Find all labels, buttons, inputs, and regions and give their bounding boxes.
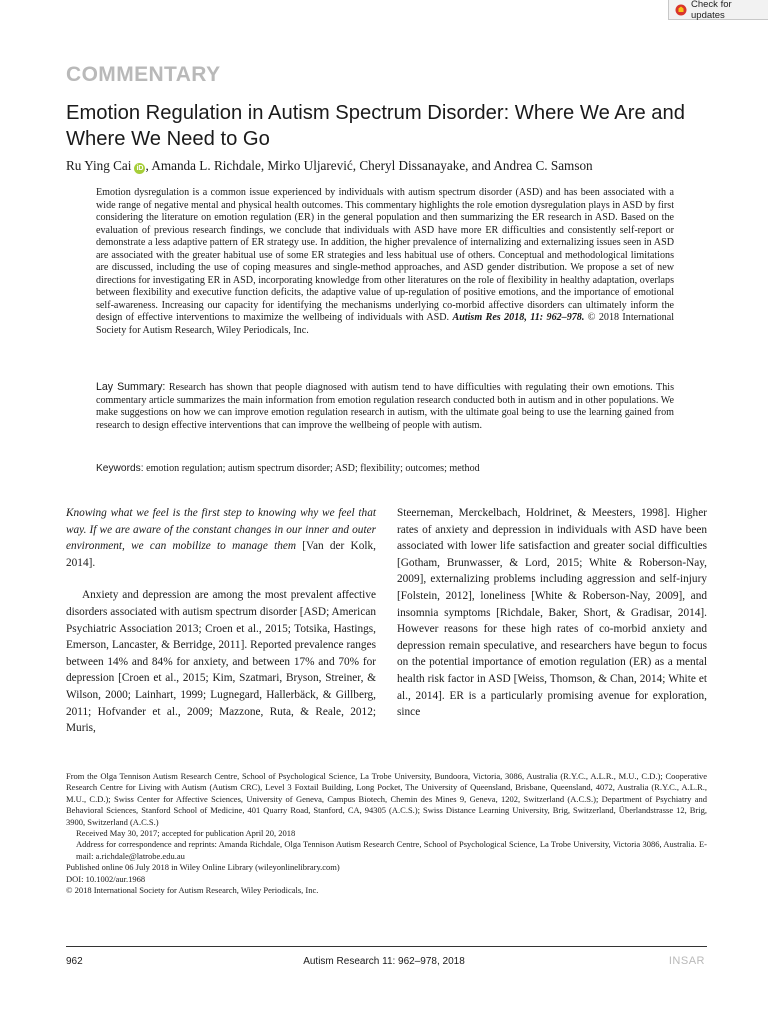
keywords-text: emotion regulation; autism spectrum disorder; ASD; flexibility; outcomes; method (143, 463, 480, 474)
abstract-copyright: © 2018 International Society for Autism Research, Wiley Periodicals, Inc. (96, 312, 674, 337)
article-title: Emotion Regulation in Autism Spectrum Disorder: Where We Are and Where We Need to Go (66, 102, 685, 150)
lay-summary-label: Lay Summary: (96, 381, 166, 393)
doi: DOI: 10.1002/aur.1968 (66, 873, 146, 884)
published-online: Published online 06 July 2018 in Wiley Online Library (wileyonlinelibrary.com) (66, 862, 340, 873)
epigraph-source: [Van der Kolk, 2014]. (66, 540, 376, 569)
check-for-updates-button[interactable] (668, 0, 768, 20)
first-author: Ru Ying Cai (66, 158, 132, 173)
body-paragraph: Anxiety and depression are among the most prevalent affective disorders associated with autism spectrum disorder [ASD; American Psychiatric Association 2013; Croen et al., 2015; Totsika, Hastings, Emerson, Lancaster, & Berridge, 2011]. Reported prevalence ranges between 14% and 84% for anxiety, and between 17% and 70% for depression [Croen et al., 2015; Kim, Szatmari, Bryson, Streiner, & Wilson, 2000; Lainhart, 1999; Lugnegard, Hallerbäck, & Gillberg, 2011; Hofvander et al., 2009; Mazzone, Ruta, & Reale, 2012; Muris, (66, 589, 376, 735)
page-number: 962 (66, 956, 83, 967)
epigraph (66, 505, 376, 571)
footnotes (66, 771, 707, 896)
footer-divider (66, 946, 707, 947)
section-label: COMMENTARY (66, 63, 221, 86)
copyright: © 2018 International Society for Autism Research, Wiley Periodicals, Inc. (66, 885, 319, 896)
lay-summary (96, 381, 674, 432)
abstract-text: Emotion dysregulation is a common issue experienced by individuals with autism spectrum disorder (ASD) and has been associated with a wide range of negative mental and physical health outcomes. This commentary highlights the role emotion dysregulation plays in ASD by first considering the literature on emotion regulation (ER) in the general population and then summarizing the ER research in ASD. Based on the evaluation of previous research findings, we conclude that individuals with ASD have more ER difficulties and consistently self-report or demonstrate a less adaptive pattern of ER strategy use. In addition, the higher prevalence of internalizing and externalizing issues seen in ASD are associated with the greater habitual use of some ER strategies and less habitual use of others. Conceptual and methodological limitations are discussed, including the use of coping measures and single-method approaches, and ASD gender distribution. We propose a set of new directions for investigating ER in ASD, incorporating knowledge from other literatures on the role of flexibility in healthy adaptation, overlaps between flexibility and executive function deficits, the adaptive value of up-regulation of positive emotions, and the importance of emotional self-awareness. Increasing our capacity for identifying the mechanisms underlying co-morbid affective disorders can ultimately inform the design of effective interventions to maximize the wellbeing of individuals with ASD. (96, 187, 674, 324)
journal-info: Autism Research 11: 962–978, 2018 (303, 956, 465, 967)
keywords-label: Keywords: (96, 463, 144, 474)
orcid-icon[interactable]: iD (136, 165, 144, 172)
body-column-left (66, 505, 376, 737)
affiliations: From the Olga Tennison Autism Research Centre, School of Psychological Science, La Trobe University, Bundoora, Victoria, 3086, Australia (R.Y.C., A.L.R., M.U., C.D.); Cooperative Research Centre for Living with Autism (Autism CRC), Level 3 Foxtail Building, Long Pocket, The University of Queensland, Brisbane, Queensland, 4072, Australia (R.Y.C., A.L.R., M.U., C.D.); Swiss Center for Affective Sciences, University of Geneva, Campus Biotech, Chemin des Mines 9, Geneva, 1202, Switzerland (A.C.S.); Department of Psychiatry and Behavioral Sciences, Stanford School of Medicine, 401 Quarry Road, Stanford, CA, 94305 (A.C.S.); Swiss Distance Learning University, Brig, Switzerland, Überlandstrasse 12, Brig, 3900, Switzerland (A.C.S.) (66, 771, 707, 827)
author-list (66, 157, 706, 175)
crossmark-icon (675, 4, 687, 16)
body-column-right (397, 505, 707, 721)
keywords (96, 463, 674, 476)
correspondence: Address for correspondence and reprints: Amanda Richdale, Olga Tennison Autism Research Centre, School of Psychological Science, La Trobe University, Victoria 3086, Australia. E-mail: a.richdale@latrobe.edu.au (76, 839, 707, 861)
abstract-citation: Autism Res 2018, 11: 962–978. (452, 312, 585, 324)
body-paragraph-continued: Steerneman, Merckelbach, Holdrinet, & Meesters, 1998]. Higher rates of anxiety and depression in individuals with ASD have been associated with lower life satisfaction and greater social difficulties [Gotham, Brunwasser, & Lord, 2015; White & Roberson-Nay, 2009], externalizing problems including aggression and self-injury [Folstein, 2012], loneliness [White & Roberson-Nay, 2009], and insomnia symptoms [Richdale, Baker, Short, & Gradisar, 2014]. However reasons for these high rates of co-morbid anxiety and depression remain speculative, and researchers have begun to focus on the potential importance of emotion regulation (ER) as a mental health risk factor in ASD [Weiss, Thomson, & Chan, 2014; White et al., 2014]. ER is a particularly promising avenue for exploration, since (397, 507, 707, 719)
abstract (96, 187, 674, 338)
lay-summary-text: Research has shown that people diagnosed with autism tend to have difficulties with regulating their own emotions. This commentary article summarizes the main information from emotion regulation research conducted both in autism and in other populations. We make suggestions on how we can improve emotion regulation research in autism, with the ultimate goal being to use the learning gained from research to design effective interventions that can improve the wellbeing of people with autism. (96, 382, 675, 431)
epigraph-quote: Knowing what we feel is the first step to knowing why we feel that way. If we are aware of the constant changes in our inner and outer environment, we can mobilize to manage them (66, 507, 376, 553)
other-authors: , Amanda L. Richdale, Mirko Uljarević, Cheryl Dissanayake, and Andrea C. Samson (145, 158, 593, 173)
check-for-updates-label: Check for updates (691, 0, 732, 21)
received-date: Received May 30, 2017; accepted for publication April 20, 2018 (76, 828, 296, 839)
insar-logo: INSAR (668, 955, 705, 967)
